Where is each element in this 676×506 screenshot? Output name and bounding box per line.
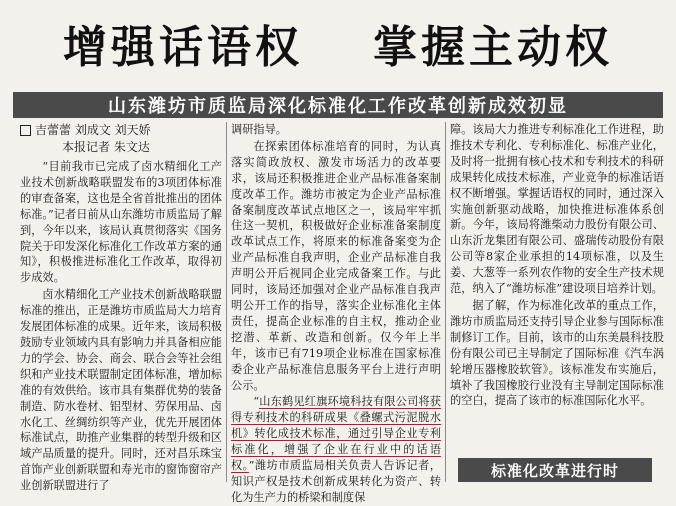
column-1 — [20, 122, 222, 493]
column-divider — [445, 122, 446, 482]
byline-reporter: 本报记者 朱文达 — [62, 140, 150, 154]
paragraph: 卤水精细化工产业技术创新战略联盟标准的推出，正是潍坊市质监局大力培育发展团体标准的成果。近年来，该局积极鼓励专业领域内具有影响力并具备相应能力的学会、协会、商会、联合会等社会组织和产业技术联盟制定团体标准，增加标准的有效供给。该市具有集群优势的装备制造、防水卷材、铝型材、劳保用品、卤水化工、丝绸纺织等产业，优先开展团体标准试点，助推产业集群的转型升级和区域产品质量的提升。同时，还对昌乐珠宝首饰产业创新联盟和寿光市的窗饰窗帘产业创新联盟进行了 — [20, 288, 222, 493]
byline-authors: 吉蕾蕾 刘成文 刘天娇 — [35, 123, 151, 137]
paragraph: 调研指导。 — [231, 123, 287, 136]
paragraph: 障。该局大力推进专利标准化工作进程，助推技术专利化、专利标准化、标准产业化，及时将一批拥有核心技术和专利技术的科研成果转化成技术标准，产业竞争的标准话语权不断增强。掌握话语权的同时，通过深入实施创新驱动战略，加快推进标准体系创新。今年，该局将潍柴动力股份有限公司、山东沂龙集团有限公司、盛瑞传动股份有限公司等8家企业承担的14项标准，以及生姜、大葱等一系列农作物的安全生产技术规范，纳入了“潍坊标准”建设项目培养计划。 — [450, 123, 664, 296]
subtitle-bar — [13, 92, 663, 118]
paragraph: “目前我市已完成了卤水精细化工产业技术创新战略联盟发布的3项团体标准的审查备案，这也是全省首批推出的团体标准。”记者日前从山东潍坊市质监局了解到，今年以来，该局认真贯彻落实《国务院关于印发深化标准化工作改革方案的通知》，积极推进标准化工作改革，取得初步成效。 — [20, 160, 222, 285]
section-title-bar — [458, 458, 652, 482]
square-icon — [20, 125, 31, 136]
byline — [20, 122, 222, 156]
headline-left: 增强话语权 — [63, 22, 303, 73]
column-3 — [450, 122, 664, 484]
paragraph: 据了解，作为标准化改革的重点工作，潍坊市质监局还支持引导企业参与国际标准制修订工作。目前，该市的山东美晨科技股份有限公司已主导制定了国际标准《汽车涡轮增压器橡胶软管》。该标准发布实施后，填补了我国橡胶行业没有主导制定国际标准的空白，提高了该市的标准国际化水平。 — [450, 298, 664, 408]
paragraph: 在探索团体标准培育的同时，为认真落实简政放权、激发市场活力的改革要求，该局还积极推进企业产品标准备案制度改革工作。潍坊市被定为企业产品标准备案制度改革试点地区之一，该局牢牢抓住这一契机，积极做好企业标准备案制度改革试点工作，将原来的标准备案变为企业产品标准自我声明，企业产品标准自我声明公开后视同企业完成备案工作。与此同时，该局还加强对企业产品标准自我声明公开工作的指导，落实企业标准化主体责任，提高企业标准的自主权，推动企业挖潜、革新、改造和创新。仅今年上半年，该市已有719项企业标准在国家标准委企业产品标准信息服务平台上进行声明公示。 — [231, 139, 441, 392]
highlighted-text: 山东鹤见红旗环境科技有限公司将获得专利技术的科研成果《叠螺式污泥脱水机》转化成技术标准，通过引导企业专利标准化，增强了企业在行业中的话语权。 — [231, 395, 441, 473]
headline-right: 掌握主动权 — [373, 22, 613, 73]
column-2 — [231, 122, 441, 504]
quote-open: “ — [253, 395, 260, 409]
section-title: 标准化改革进行时 — [490, 461, 619, 480]
paragraph — [231, 394, 441, 505]
headline — [0, 4, 676, 82]
subtitle: 山东潍坊市质监局深化标准化工作改革创新成效初显 — [108, 96, 568, 117]
paragraph-tail: ”潍坊市质监局相关负责人告诉记者，知识产权是技术创新成果转化为资产、转化为生产力的桥梁和制度保 — [231, 459, 441, 504]
column-divider — [226, 122, 227, 482]
